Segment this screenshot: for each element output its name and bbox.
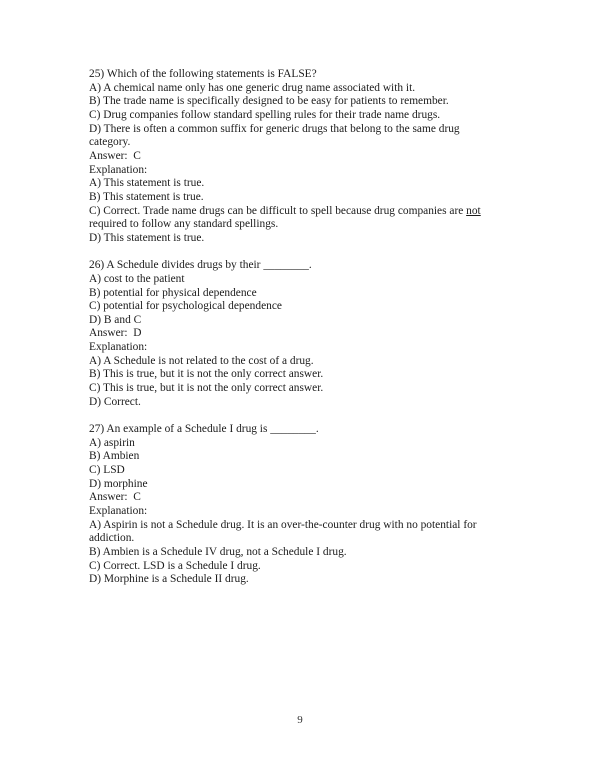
question-block (89, 259, 534, 409)
question-block (89, 68, 534, 246)
line-text: B) This statement is true. (89, 190, 204, 203)
line-text: B) Ambien (89, 450, 140, 463)
text-line (89, 68, 534, 82)
text-line (89, 532, 534, 546)
text-line (89, 109, 534, 123)
line-text: C) Drug companies follow standard spelling rules for their trade name drugs. (89, 108, 441, 121)
line-text: Answer: C (89, 149, 141, 162)
line-text: Explanation: (89, 163, 148, 176)
text-line (89, 164, 534, 178)
document-body (89, 68, 534, 587)
line-text: D) There is often a common suffix for generic drugs that belong to the same drug (89, 122, 460, 135)
text-line (89, 205, 534, 219)
text-line (89, 560, 534, 574)
text-line (89, 519, 534, 533)
text-line (89, 368, 534, 382)
line-text: 25) Which of the following statements is FALSE? (89, 68, 317, 80)
line-text: Explanation: (89, 505, 148, 517)
line-text: D) B and C (89, 313, 142, 326)
text-line (89, 259, 534, 273)
text-line (89, 273, 534, 287)
text-line (89, 177, 534, 191)
text-line (89, 464, 534, 478)
text-line (89, 136, 534, 150)
text-line (89, 450, 534, 464)
line-text: B) The trade name is specifically designed to be easy for patients to remember. (89, 95, 449, 108)
text-line (89, 232, 534, 246)
text-line (89, 382, 534, 396)
text-line (89, 573, 534, 587)
line-text: category. (89, 136, 131, 149)
text-line (89, 327, 534, 341)
underlined-word: not (466, 204, 481, 217)
line-text: B) potential for physical dependence (89, 286, 257, 299)
line-text: Answer: C (89, 491, 141, 504)
text-line (89, 505, 534, 519)
page-number: 9 (297, 714, 303, 726)
text-line (89, 95, 534, 109)
text-line (89, 546, 534, 560)
text-line (89, 491, 534, 505)
question-block (89, 423, 534, 587)
line-text: 26) A Schedule divides drugs by their ________. (89, 259, 312, 272)
text-line (89, 396, 534, 410)
line-text: A) A chemical name only has one generic drug name associated with it. (89, 81, 416, 94)
text-line (89, 437, 534, 451)
text-line (89, 300, 534, 314)
text-line (89, 355, 534, 369)
line-text: addiction. (89, 532, 135, 545)
line-text: C) potential for psychological dependence (89, 300, 282, 313)
line-text: C) Correct. LSD is a Schedule I drug. (89, 559, 261, 572)
line-text: Answer: D (89, 327, 142, 340)
text-line (89, 150, 534, 164)
text-line (89, 82, 534, 96)
text-line (89, 287, 534, 301)
text-line (89, 191, 534, 205)
line-text: C) LSD (89, 464, 125, 477)
line-text: A) cost to the patient (89, 272, 185, 285)
text-line (89, 123, 534, 137)
text-line (89, 314, 534, 328)
line-text: required to follow any standard spellings. (89, 218, 279, 231)
line-text: A) A Schedule is not related to the cost of a drug. (89, 354, 314, 367)
line-text: B) This is true, but it is not the only correct answer. (89, 368, 324, 381)
line-text: A) Aspirin is not a Schedule drug. It is an over-the-counter drug with no potential for (89, 518, 477, 531)
line-text: Explanation: (89, 341, 148, 354)
text-line (89, 423, 534, 437)
line-text: D) This statement is true. (89, 231, 205, 244)
text-line (89, 218, 534, 232)
line-text: A) aspirin (89, 436, 135, 449)
line-text: A) This statement is true. (89, 177, 205, 190)
text-line (89, 341, 534, 355)
line-text: C) Correct. Trade name drugs can be difficult to spell because drug companies are (89, 204, 467, 217)
line-text: D) Morphine is a Schedule II drug. (89, 573, 249, 586)
line-text: D) Correct. (89, 395, 141, 408)
text-line (89, 478, 534, 492)
line-text: 27) An example of a Schedule I drug is ________. (89, 423, 319, 436)
line-text: D) morphine (89, 477, 148, 490)
line-text: B) Ambien is a Schedule IV drug, not a Schedule I drug. (89, 545, 347, 558)
line-text: C) This is true, but it is not the only correct answer. (89, 382, 324, 395)
